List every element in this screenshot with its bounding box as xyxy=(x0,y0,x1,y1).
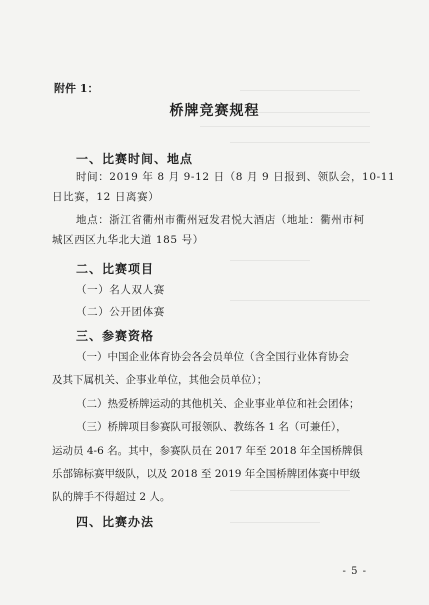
eligibility-3-line-1: （三）桥牌项目参赛队可报领队、教练各 1 名（可兼任）， xyxy=(76,421,347,433)
page-number: - 5 - xyxy=(342,566,367,577)
bleed-through-line xyxy=(230,490,350,491)
place-line-2: 城区西区九华北大道 185 号） xyxy=(52,234,204,246)
time-line-1: 时间：2019 年 8 月 9-12 日（8 月 9 日报到、领队会，10-11 xyxy=(76,171,396,183)
bleed-through-line xyxy=(230,522,320,523)
section-heading-eligibility: 三、参赛资格 xyxy=(76,329,155,343)
event-item-2: （二）公开团体赛 xyxy=(76,306,165,318)
eligibility-1-line-2: 及其下属机关、企事业单位，其他会员单位）； xyxy=(52,374,268,386)
section-heading-time-place: 一、比赛时间、地点 xyxy=(76,152,194,166)
event-item-1: （一）名人双人赛 xyxy=(76,284,165,296)
eligibility-3-line-4: 队的牌手不得超过 2 人。 xyxy=(52,491,171,503)
eligibility-3-line-3: 乐部锦标赛甲级队，以及 2018 至 2019 年全国桥牌团体赛中甲级 xyxy=(52,468,361,480)
bleed-through-line xyxy=(230,260,310,261)
bleed-through-line xyxy=(230,300,370,301)
eligibility-3-line-2: 运动员 4-6 名。其中，参赛队员在 2017 年至 2018 年全国桥牌俱 xyxy=(52,445,363,457)
attachment-label: 附件 1： xyxy=(54,82,99,95)
bleed-through-line xyxy=(230,142,370,143)
bleed-through-line xyxy=(200,126,370,127)
eligibility-2-line-1: （二）热爱桥牌运动的其他机关、企业事业单位和社会团体； xyxy=(76,398,360,410)
bleed-through-line xyxy=(240,90,360,91)
section-heading-format: 四、比赛办法 xyxy=(76,515,155,529)
eligibility-1-line-1: （一）中国企业体育协会各会员单位（含全国行业体育协会 xyxy=(76,351,349,363)
document-title: 桥牌竞赛规程 xyxy=(169,103,260,119)
section-heading-events: 二、比赛项目 xyxy=(76,262,155,276)
time-line-2: 日比赛，12 日离赛） xyxy=(52,191,160,203)
place-line-1: 地点：浙江省衢州市衢州冠发君悦大酒店（地址：衢州市柯 xyxy=(76,214,365,226)
